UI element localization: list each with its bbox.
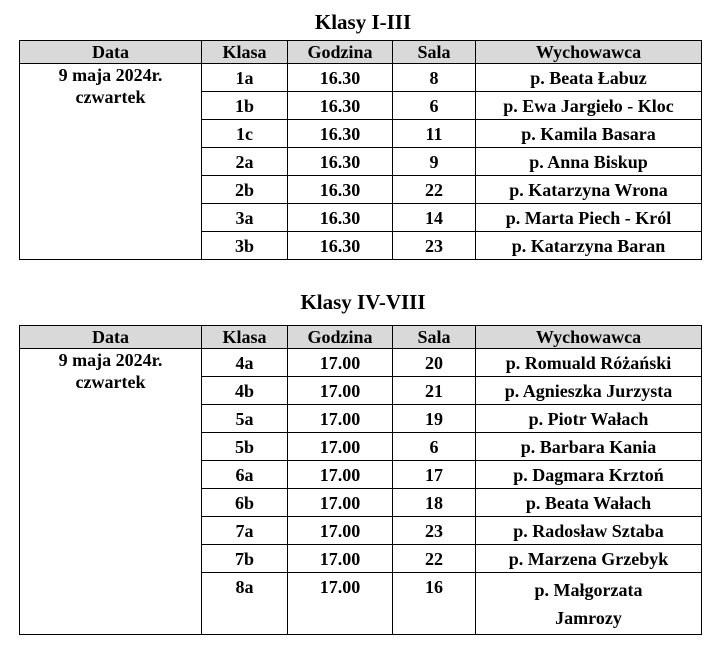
sala-cell: 18 xyxy=(393,489,476,517)
klasa-cell: 3a xyxy=(202,204,288,232)
godzina-cell: 17.00 xyxy=(288,349,393,377)
sala-cell: 19 xyxy=(393,405,476,433)
weekday-text: czwartek xyxy=(75,87,146,107)
header-sala: Sala xyxy=(393,326,476,349)
klasa-cell: 8a xyxy=(202,573,288,635)
sala-cell: 22 xyxy=(393,545,476,573)
table-header-row xyxy=(20,326,702,349)
klasa-cell: 4b xyxy=(202,377,288,405)
sala-cell: 23 xyxy=(393,517,476,545)
header-wychowawca: Wychowawca xyxy=(476,41,702,64)
klasa-cell: 5b xyxy=(202,433,288,461)
godzina-cell: 17.00 xyxy=(288,573,393,635)
sala-cell: 16 xyxy=(393,573,476,635)
wychowawca-cell: p. Radosław Sztaba xyxy=(476,517,702,545)
header-godzina: Godzina xyxy=(288,41,393,64)
godzina-cell: 16.30 xyxy=(288,64,393,92)
godzina-cell: 16.30 xyxy=(288,204,393,232)
godzina-cell: 17.00 xyxy=(288,489,393,517)
schedule-table-klasy-4-8 xyxy=(19,325,702,635)
sala-cell: 6 xyxy=(393,433,476,461)
sala-cell: 23 xyxy=(393,232,476,260)
wychowawca-cell: p. Marta Piech - Król xyxy=(476,204,702,232)
sala-cell: 20 xyxy=(393,349,476,377)
klasa-cell: 6b xyxy=(202,489,288,517)
sala-cell: 21 xyxy=(393,377,476,405)
wychowawca-line-1: p. Małgorzata xyxy=(534,580,643,600)
wychowawca-cell: p. Romuald Różański xyxy=(476,349,702,377)
table-row xyxy=(20,64,702,92)
godzina-cell: 17.00 xyxy=(288,517,393,545)
wychowawca-cell: p. Beata Wałach xyxy=(476,489,702,517)
wychowawca-cell: p. Katarzyna Baran xyxy=(476,232,702,260)
wychowawca-cell: p. Anna Biskup xyxy=(476,148,702,176)
header-klasa: Klasa xyxy=(202,326,288,349)
wychowawca-cell xyxy=(476,573,702,635)
table-header-row xyxy=(20,41,702,64)
klasa-cell: 3b xyxy=(202,232,288,260)
wychowawca-cell: p. Kamila Basara xyxy=(476,120,702,148)
wychowawca-cell: p. Agnieszka Jurzysta xyxy=(476,377,702,405)
klasa-cell: 7b xyxy=(202,545,288,573)
header-data: Data xyxy=(20,326,202,349)
schedule-table-klasy-1-3 xyxy=(19,40,702,260)
godzina-cell: 17.00 xyxy=(288,377,393,405)
table-row xyxy=(20,349,702,377)
klasa-cell: 6a xyxy=(202,461,288,489)
date-cell xyxy=(20,64,202,260)
section-title-klasy-1-3: Klasy I-III xyxy=(314,10,412,34)
sala-cell: 22 xyxy=(393,176,476,204)
header-godzina: Godzina xyxy=(288,326,393,349)
klasa-cell: 2b xyxy=(202,176,288,204)
sala-cell: 8 xyxy=(393,64,476,92)
wychowawca-cell: p. Ewa Jargieło - Kloc xyxy=(476,92,702,120)
klasa-cell: 1b xyxy=(202,92,288,120)
sala-cell: 17 xyxy=(393,461,476,489)
wychowawca-cell: p. Beata Łabuz xyxy=(476,64,702,92)
godzina-cell: 17.00 xyxy=(288,545,393,573)
sala-cell: 9 xyxy=(393,148,476,176)
wychowawca-cell: p. Barbara Kania xyxy=(476,433,702,461)
sala-cell: 6 xyxy=(393,92,476,120)
klasa-cell: 2a xyxy=(202,148,288,176)
weekday-text: czwartek xyxy=(75,372,146,392)
wychowawca-cell: p. Katarzyna Wrona xyxy=(476,176,702,204)
klasa-cell: 5a xyxy=(202,405,288,433)
klasa-cell: 1a xyxy=(202,64,288,92)
godzina-cell: 16.30 xyxy=(288,232,393,260)
klasa-cell: 1c xyxy=(202,120,288,148)
klasa-cell: 7a xyxy=(202,517,288,545)
godzina-cell: 17.00 xyxy=(288,405,393,433)
wychowawca-line-2: Jamrozy xyxy=(555,608,622,628)
godzina-cell: 16.30 xyxy=(288,148,393,176)
wychowawca-cell: p. Piotr Wałach xyxy=(476,405,702,433)
header-sala: Sala xyxy=(393,41,476,64)
sala-cell: 14 xyxy=(393,204,476,232)
godzina-cell: 17.00 xyxy=(288,433,393,461)
date-text: 9 maja 2024r. xyxy=(58,350,163,370)
godzina-cell: 16.30 xyxy=(288,120,393,148)
wychowawca-cell: p. Dagmara Krztoń xyxy=(476,461,702,489)
section-title-klasy-4-8: Klasy IV-VIII xyxy=(300,290,426,314)
godzina-cell: 16.30 xyxy=(288,176,393,204)
header-data: Data xyxy=(20,41,202,64)
godzina-cell: 17.00 xyxy=(288,461,393,489)
sala-cell: 11 xyxy=(393,120,476,148)
klasa-cell: 4a xyxy=(202,349,288,377)
header-wychowawca: Wychowawca xyxy=(476,326,702,349)
date-text: 9 maja 2024r. xyxy=(58,65,163,85)
wychowawca-cell: p. Marzena Grzebyk xyxy=(476,545,702,573)
header-klasa: Klasa xyxy=(202,41,288,64)
date-cell xyxy=(20,349,202,635)
godzina-cell: 16.30 xyxy=(288,92,393,120)
